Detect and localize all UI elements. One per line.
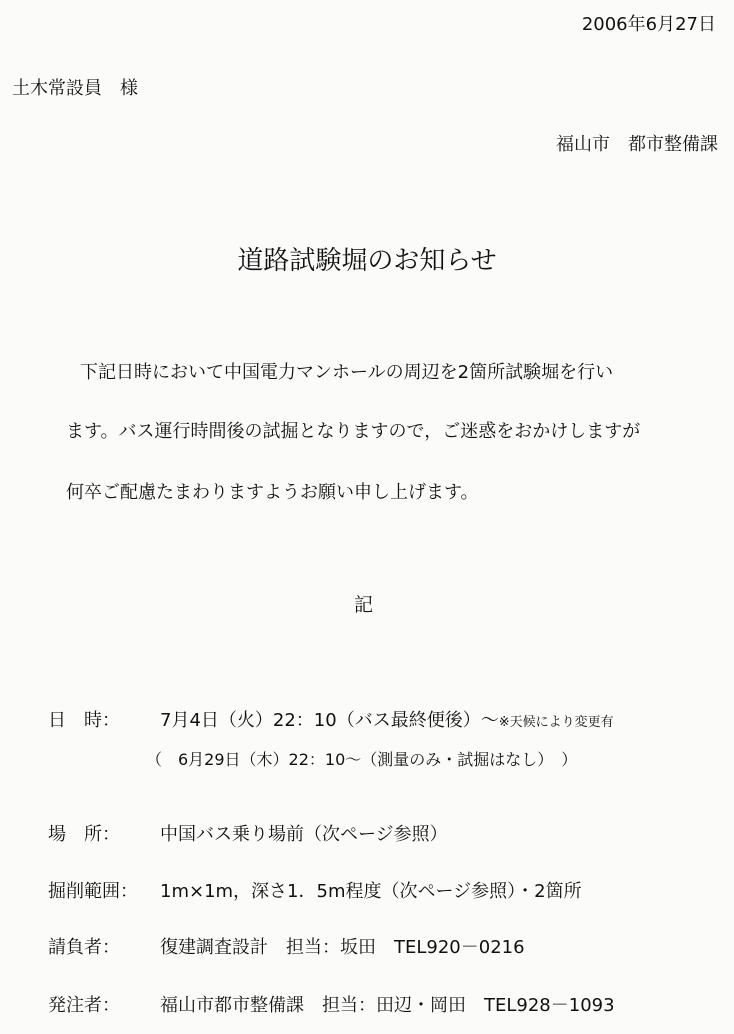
orderer-label: 発注者： [48, 995, 120, 1016]
contractor-value: 復建調査設計 担当：坂田 TEL920－0216 [160, 937, 525, 958]
datetime-sub: （ 6月29日（木）22：10〜（測量のみ・試掘はなし） ） [146, 750, 578, 769]
orderer-value: 福山市都市整備課 担当：田辺・岡田 TEL928－1093 [160, 995, 615, 1016]
range-value: 1m×1m，深さ1．5m程度（次ページ参照）・2箇所 [160, 881, 582, 902]
body-line-2: ます。バス運行時間後の試掘となりますので，ご迷惑をおかけしますが [66, 421, 641, 442]
recipient: 土木常設員 様 [12, 78, 138, 99]
document-title: 道路試験堀のお知らせ [237, 246, 497, 276]
datetime-note: ※天候により変更有 [498, 715, 614, 730]
place-row [48, 820, 448, 846]
contractor-label: 請負者： [48, 937, 120, 958]
orderer-row [48, 991, 615, 1017]
datetime-label: 日 時： [48, 710, 120, 731]
document-date: 2006年6月27日 [581, 14, 716, 35]
contractor-row [48, 933, 525, 959]
datetime-value: 7月4日（火）22：10（バス最終便後）〜 [160, 710, 499, 731]
body-line-1: 下記日時において中国電力マンホールの周辺を2箇所試験堀を行い [80, 362, 614, 383]
place-label: 場 所： [48, 824, 120, 845]
range-row [48, 877, 582, 903]
range-label: 掘削範囲： [48, 881, 138, 902]
ki-heading: 記 [354, 594, 374, 616]
datetime-row [48, 706, 614, 732]
place-value: 中国バス乗り場前（次ページ参照） [160, 824, 448, 845]
sender-department: 福山市 都市整備課 [556, 134, 718, 155]
body-line-3: 何卒ご配慮たまわりますようお願い申し上げます。 [66, 482, 479, 503]
